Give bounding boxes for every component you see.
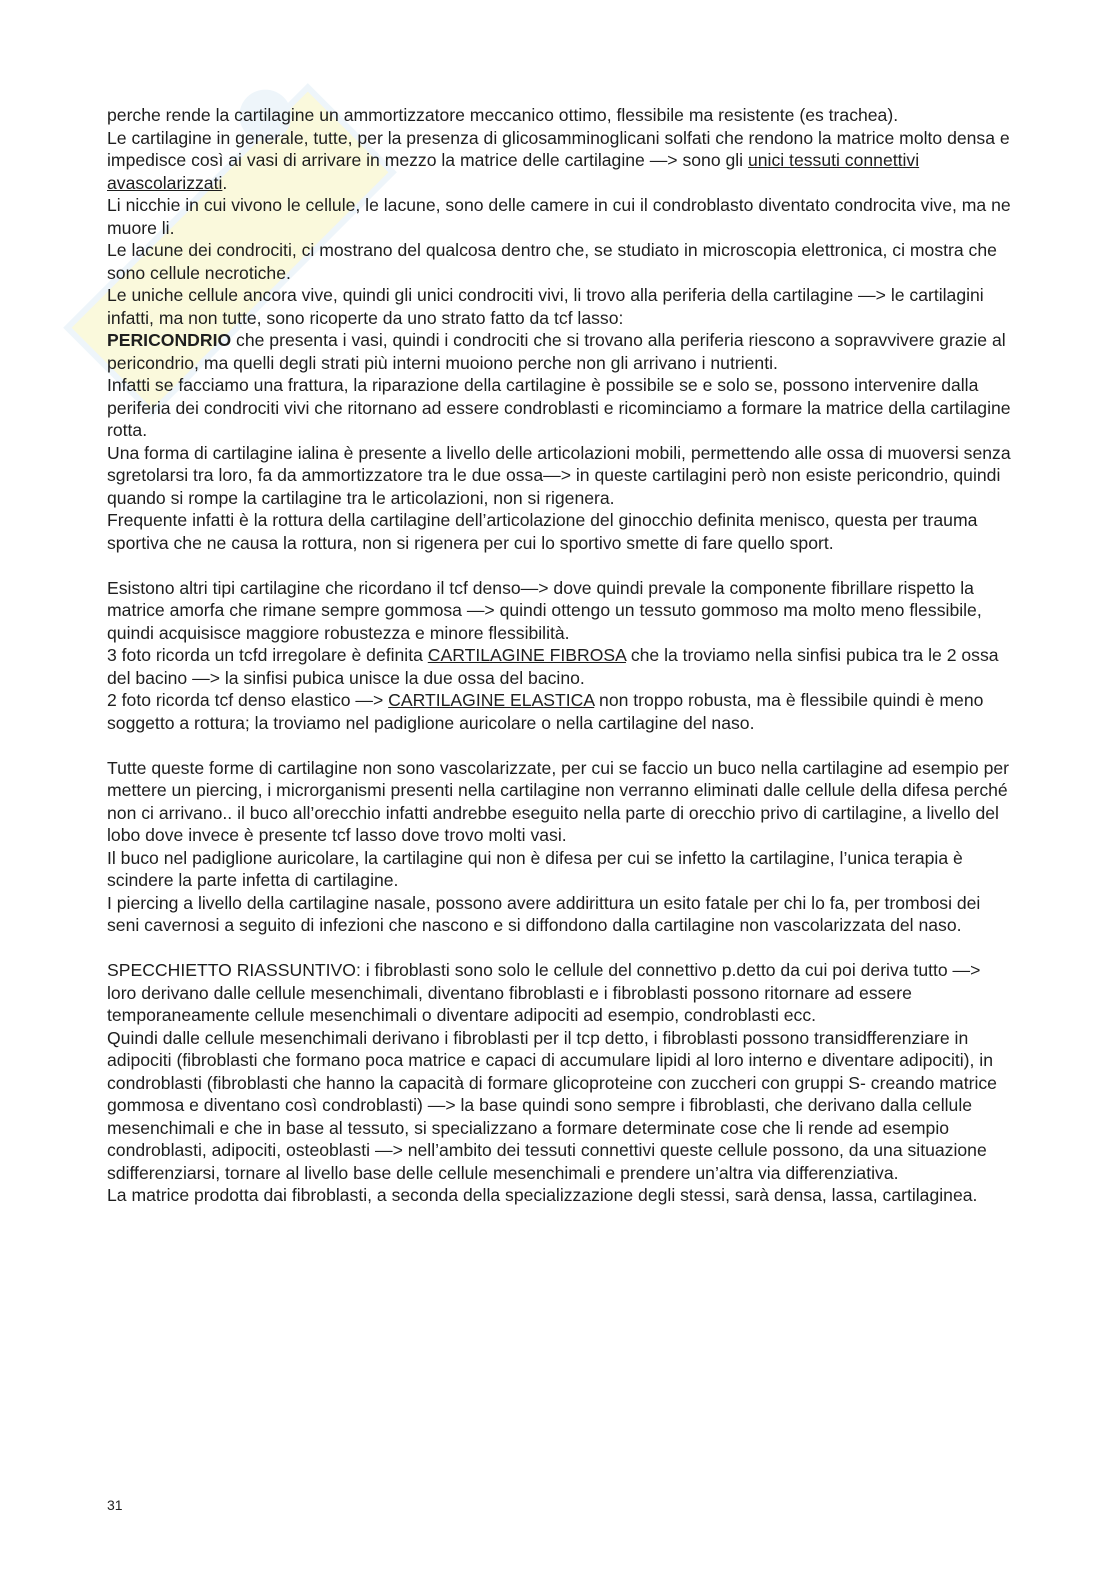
paragraph-gap	[107, 554, 1012, 577]
paragraph: Infatti se facciamo una frattura, la riparazione della cartilagine è possibile se e solo se, possono intervenire dalla periferia dei condrociti vivi che ritornano ad essere condroblasti e ricominciamo a formare la matrice della cartilagine rotta.	[107, 375, 1011, 440]
underlined-term: CARTILAGINE ELASTICA	[388, 690, 595, 710]
paragraph-gap	[107, 937, 1012, 960]
page-number: 31	[107, 1497, 123, 1513]
paragraph: Li nicchie in cui vivono le cellule, le lacune, sono delle camere in cui il condroblasto diventato condrocita vive, ma ne muore li.	[107, 195, 1011, 238]
document-body	[107, 104, 1012, 1207]
paragraph: I piercing a livello della cartilagine nasale, possono avere addirittura un esito fatale per chi lo fa, per trombosi dei seni cavernosi a seguito di infezioni che nascono e si diffondono dalla cartilagine non vascolarizzata del naso.	[107, 892, 981, 935]
paragraph: Le lacune dei condrociti, ci mostrano del qualcosa dentro che, se studiato in microscopia elettronica, ci mostra che sono cellule necrotiche.	[107, 240, 997, 283]
paragraph: Una forma di cartilagine ialina è presente a livello delle articolazioni mobili, permettendo alle ossa di muoversi senza sgretolarsi tra loro, fa da ammortizzatore tra le due ossa—> in queste cartilagini però non esiste pericondrio, quindi quando si rompe la cartilagine tra le articolazioni, non si rigenera.	[107, 442, 1011, 508]
underlined-term: unici tessuti connettivi avascolarizzati	[107, 150, 920, 193]
paragraph: 3 foto ricorda un tcfd irregolare è definita CARTILAGINE FIBROSA che la troviamo nella sinfisi pubica tra le 2 ossa del bacino —> la sinfisi pubica unisce la due ossa del bacino.	[107, 645, 999, 688]
paragraph: La matrice prodotta dai fibroblasti, a seconda della specializzazione degli stessi, sarà densa, lassa, cartilaginea.	[107, 1185, 978, 1205]
paragraph: Tutte queste forme di cartilagine non sono vascolarizzate, per cui se faccio un buco nella cartilagine ad esempio per mettere un piercing, i microrganismi presenti nella cartilagine non verranno eliminati dalle cellule della difesa perché non ci arrivano.. il buco all’orecchio infatti andrebbe eseguito nella parte di orecchio privo di cartilagine, a livello del lobo dove invece è presente tcf lasso dove trovo molti vasi.	[107, 757, 1010, 845]
paragraph: Il buco nel padiglione auricolare, la cartilagine qui non è difesa per cui se infetto la cartilagine, l’unica terapia è scindere la parte infetta di cartilagine.	[107, 847, 963, 890]
paragraph: Quindi dalle cellule mesenchimali derivano i fibroblasti per il tcp detto, i fibroblasti possono transidfferenziare in adipociti (fibroblasti che formano poca matrice e capaci di accumulare lipidi al loro interno e diventare adipociti), in condroblasti (fibroblasti che hanno la capacità di formare glicoproteine con zuccheri con gruppi S- creando matrice gommosa e diventano così condroblasti) —> la base quindi sono sempre i fibroblasti, che derivano dalla cellule mesenchimali e che in base al tessuto, si specializzano a formare determinate cose che li rende ad esempio condroblasti, adipociti, osteoblasti —> nell’ambito dei tessuti connettivi queste cellule possono, da una situazione sdifferenziarsi, tornare al livello base delle cellule mesenchimali e prendere un’altra via differenziativa.	[107, 1027, 997, 1183]
paragraph-gap	[107, 734, 1012, 757]
paragraph: Le cartilagine in generale, tutte, per la presenza di glicosamminoglicani solfati che rendono la matrice molto densa e impedisce così ai vasi di arrivare in mezzo la matrice delle cartilagine —> sono gli unici tessuti connettivi avascolarizzati.	[107, 127, 1010, 193]
bold-term: PERICONDRIO	[107, 330, 232, 350]
paragraph: 2 foto ricorda tcf denso elastico —> CARTILAGINE ELASTICA non troppo robusta, ma è flessibile quindi è meno soggetto a rottura; la troviamo nel padiglione auricolare o nella cartilagine del naso.	[107, 690, 984, 733]
paragraph: PERICONDRIO che presenta i vasi, quindi i condrociti che si trovano alla periferia riescono a sopravvivere grazie al pericondrio, ma quelli degli strati più interni muoiono perche non gli arrivano i nutrienti.	[107, 330, 1006, 373]
underlined-term: CARTILAGINE FIBROSA	[427, 645, 626, 665]
paragraph: Frequente infatti è la rottura della cartilagine dell’articolazione del ginocchio definita menisco, questa per trauma sportiva che ne causa la rottura, non si rigenera per cui lo sportivo smette di fare quello sport.	[107, 510, 978, 553]
paragraph: Esistono altri tipi cartilagine che ricordano il tcf denso—> dove quindi prevale la componente fibrillare rispetto la matrice amorfa che rimane sempre gommosa —> quindi ottengo un tessuto gommoso ma molto meno flessibile, quindi acquisisce maggiore robustezza e minore flessibilità.	[107, 577, 982, 643]
paragraph: SPECCHIETTO RIASSUNTIVO: i fibroblasti sono solo le cellule del connettivo p.detto da cui poi deriva tutto —> loro derivano dalle cellule mesenchimali, diventano fibroblasti e i fibroblasti possono ritornare ad essere temporaneamente cellule mesenchimali o diventare adipociti ad esempio, condroblasti ecc.	[107, 960, 981, 1025]
paragraph: perche rende la cartilagine un ammortizzatore meccanico ottimo, flessibile ma resistente (es trachea).	[107, 105, 899, 125]
paragraph: Le uniche cellule ancora vive, quindi gli unici condrociti vivi, li trovo alla periferia della cartilagine —> le cartilagini infatti, ma non tutte, sono ricoperte da uno strato fatto da tcf lasso:	[107, 285, 984, 328]
